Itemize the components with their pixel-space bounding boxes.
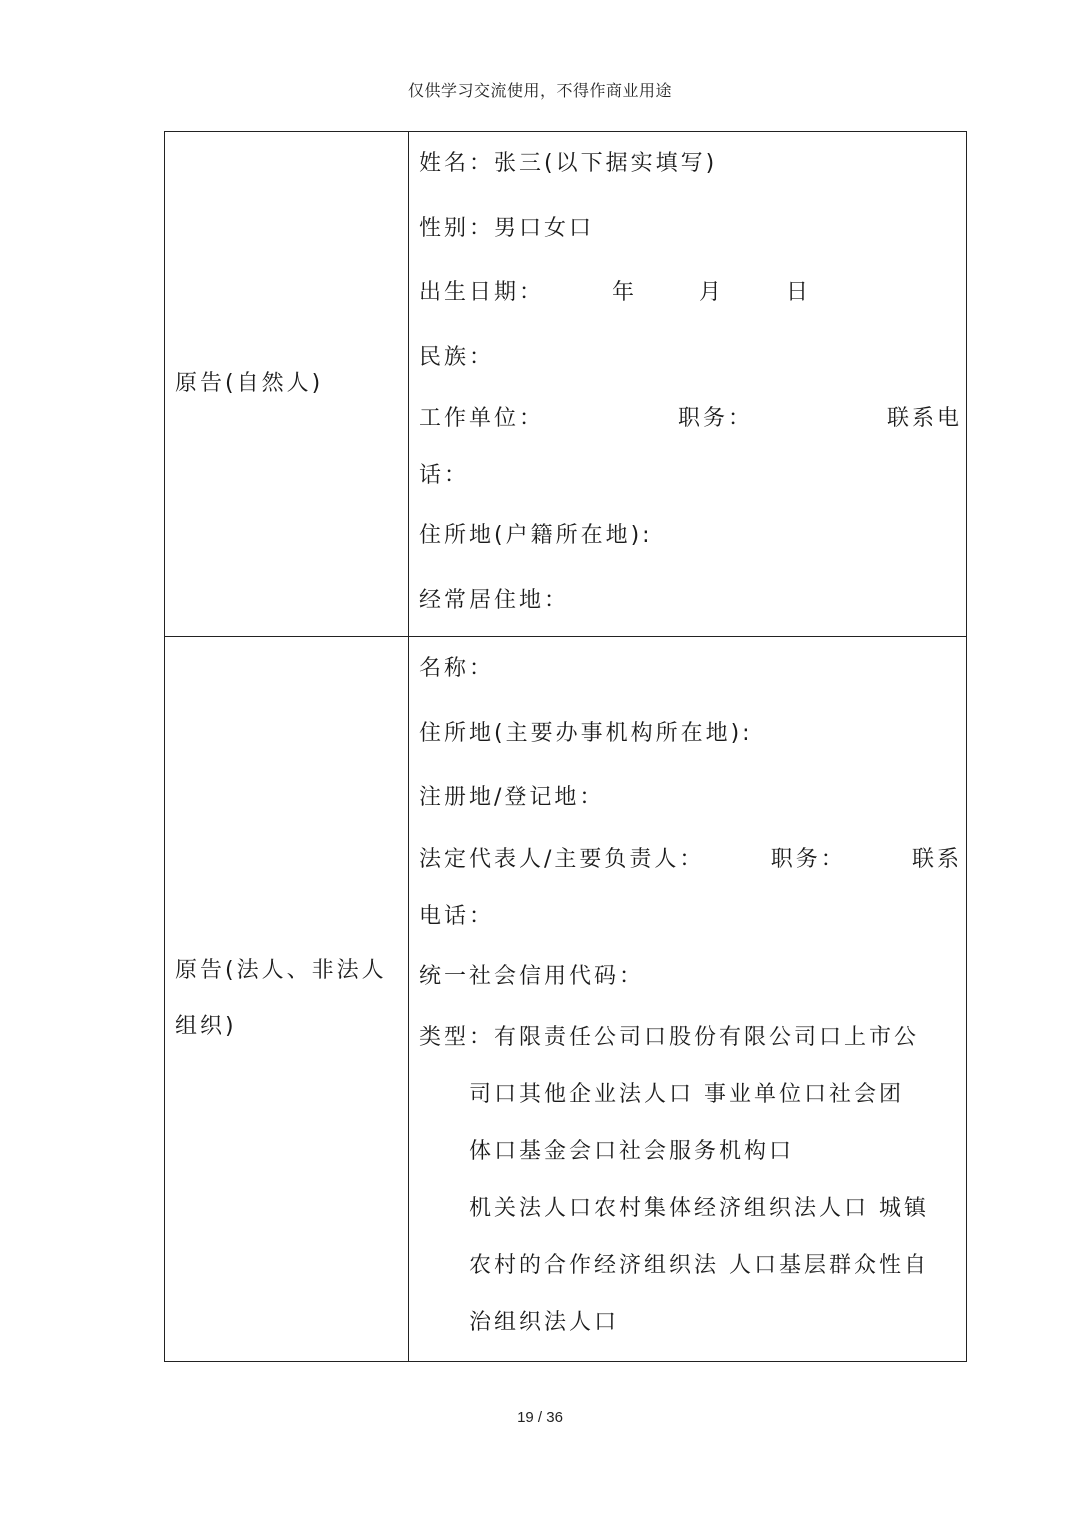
page-number: 19 / 36 — [517, 1409, 563, 1426]
plaintiff-org-row — [165, 637, 967, 1362]
org-name-line: 名称： — [419, 656, 495, 681]
work-unit-label: 工作单位： — [419, 406, 545, 431]
plaintiff-person-content — [409, 132, 967, 637]
domicile-line: 住所地(户籍所在地): — [419, 523, 653, 548]
page-header: 仅供学习交流使用，不得作商业用途 — [407, 81, 672, 100]
org-phone-label-part1: 联系 — [911, 846, 962, 872]
org-type-line-5: 农村的合作经济组织法 人口基层群众性自 — [469, 1253, 929, 1278]
org-type-line-6: 治组织法人口 — [469, 1310, 620, 1335]
work-unit-line — [419, 390, 966, 447]
org-position-label: 职务： — [770, 846, 846, 872]
plaintiff-person-row — [165, 132, 967, 637]
org-type-line-3: 体口基金会口社会服务机构口 — [469, 1139, 795, 1164]
plaintiff-person-label: 原告(自然人) — [165, 132, 409, 637]
phone-label-part2: 话： — [419, 463, 470, 488]
gender-line: 性别：男口女口 — [419, 215, 595, 241]
birth-day-label: 日 — [786, 280, 812, 305]
residence-line: 经常居住地： — [419, 587, 570, 613]
complaint-form-table — [164, 131, 967, 1362]
birth-year-label: 年 — [612, 280, 638, 305]
org-type-line-4: 机关法人口农村集体经济组织法人口 城镇 — [469, 1196, 929, 1221]
phone-label-part1: 联系电 — [886, 406, 962, 431]
org-phone-label-part2: 电话： — [419, 903, 495, 929]
plaintiff-org-label: 原告(法人、非法人组织) — [165, 637, 409, 1362]
legal-rep-label: 法定代表人/主要负责人： — [419, 846, 705, 872]
birth-month-label: 月 — [699, 280, 725, 305]
birth-date-label: 出生日期： — [419, 280, 545, 305]
birth-date-line — [419, 261, 966, 326]
name-line: 姓名：张三(以下据实填写) — [419, 151, 718, 176]
org-registry-line: 注册地/登记地： — [419, 785, 605, 810]
credit-code-line: 统一社会信用代码： — [419, 963, 645, 989]
position-label: 职务： — [677, 406, 753, 431]
ethnicity-line: 民族： — [419, 344, 495, 370]
org-type-line-2: 司口其他企业法人口 事业单位口社会团 — [469, 1082, 904, 1107]
org-type-line-1: 类型：有限责任公司口股份有限公司口上市公 — [419, 1025, 920, 1050]
plaintiff-org-content — [409, 637, 967, 1362]
org-address-line: 住所地(主要办事机构所在地): — [419, 720, 753, 746]
legal-rep-line — [419, 831, 966, 888]
